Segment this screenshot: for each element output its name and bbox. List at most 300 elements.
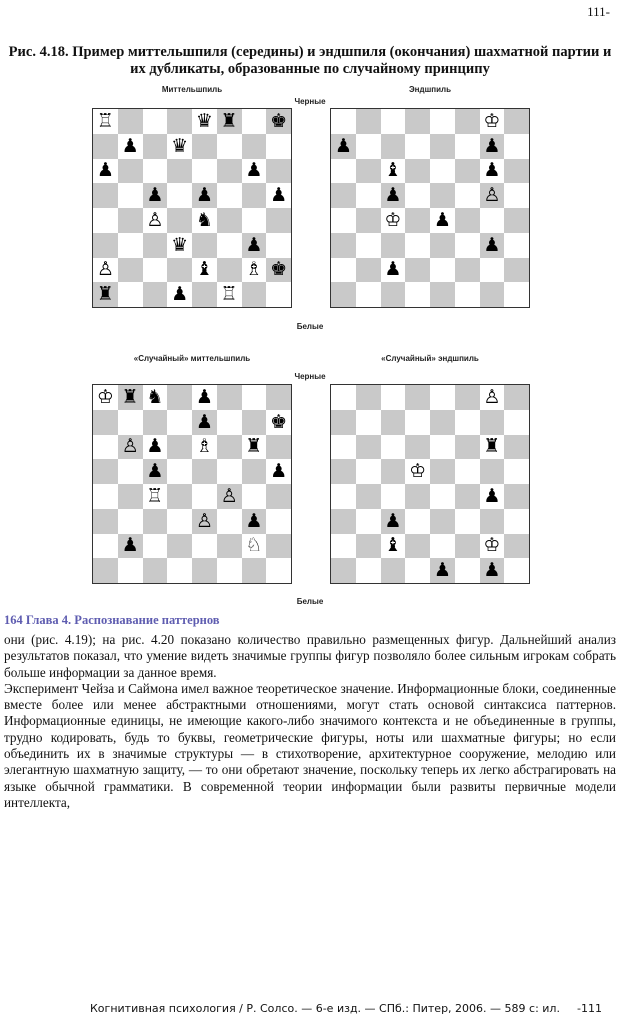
board-square [331, 159, 356, 184]
board-square [266, 459, 291, 484]
board-square [504, 534, 529, 559]
black-queen-icon: ♛ [195, 109, 213, 132]
board-square [266, 534, 291, 559]
board-square [93, 208, 118, 233]
board-square [93, 282, 118, 307]
board-square [381, 258, 406, 283]
board-square [381, 558, 406, 583]
board-square [455, 183, 480, 208]
board-square [381, 183, 406, 208]
board-square [143, 134, 168, 159]
board-square [381, 459, 406, 484]
board-square [480, 484, 505, 509]
board-square [192, 558, 217, 583]
board-square [242, 159, 267, 184]
board-square [118, 134, 143, 159]
board-square [331, 233, 356, 258]
black-pawn-icon: ♟ [195, 410, 213, 433]
board-square [118, 258, 143, 283]
board-square [242, 183, 267, 208]
white-king-icon: ♔ [96, 385, 114, 408]
board-square [118, 459, 143, 484]
board-square [480, 534, 505, 559]
label-black-top: Черные [294, 97, 326, 106]
paragraph: они (рис. 4.19); на рис. 4.20 показано количество правильно размещенных фигур. Дальнейший анализ результатов показал, что умение видеть значимые группы фигур позволяло более сильным игрокам собрать больше информации за данное время. [4, 632, 616, 680]
board-square [381, 534, 406, 559]
label-random-middlegame: «Случайный» миттельшпиль [133, 354, 251, 363]
board-square [381, 484, 406, 509]
black-pawn-icon: ♟ [121, 534, 139, 557]
board-square [242, 534, 267, 559]
board-square [266, 509, 291, 534]
board-square [331, 435, 356, 460]
board-square [242, 134, 267, 159]
board-square [356, 233, 381, 258]
board-square [430, 459, 455, 484]
board-square [266, 385, 291, 410]
board-square [118, 509, 143, 534]
board-square [480, 183, 505, 208]
board-square [504, 435, 529, 460]
board-square [167, 183, 192, 208]
label-white-top: Белые [296, 322, 324, 331]
board-square [192, 134, 217, 159]
board-square [504, 208, 529, 233]
black-queen-icon: ♛ [171, 233, 189, 256]
board-square [356, 183, 381, 208]
board-square [356, 558, 381, 583]
white-pawn-icon: ♙ [146, 208, 164, 231]
board-square [504, 459, 529, 484]
board-square [217, 385, 242, 410]
board-square [356, 435, 381, 460]
board-square [143, 435, 168, 460]
board-square [217, 435, 242, 460]
board-square [455, 258, 480, 283]
board-square [430, 410, 455, 435]
board-square [331, 459, 356, 484]
board-square [405, 134, 430, 159]
board-square [192, 183, 217, 208]
board-square [405, 509, 430, 534]
white-rook-icon: ♖ [96, 109, 114, 132]
board-square [266, 109, 291, 134]
board-square [143, 109, 168, 134]
board-square [331, 534, 356, 559]
board-square [93, 459, 118, 484]
board-square [381, 435, 406, 460]
white-king-icon: ♔ [483, 109, 501, 132]
board-square [167, 109, 192, 134]
board-square [455, 208, 480, 233]
black-pawn-icon: ♟ [121, 134, 139, 157]
board-square [242, 385, 267, 410]
board-square [118, 109, 143, 134]
board-square [242, 558, 267, 583]
board-square [455, 509, 480, 534]
paragraph: Эксперимент Чейза и Саймона имел важное теоретическое значение. Информационные блоки, соединенные вместе более или менее абстрактными отношениями, могут стать основой синтаксиса паттернов. Информационные единицы, не имеющие какого-либо значимого контекста и не объединенные в группы, трудно кодировать, будь то буквы, геометрические фигуры, ноты или шахматные фигуры; но если объединить их в значимые структуры — в стихотворение, архитектурное сооружение, мелодию или элегантную шахматную защиту, — то они обретают значение, поскольку теперь их легко абстрагировать на языке обычной грамматики. В современной теории информации были развиты первичные модели интеллекта, [4, 680, 616, 810]
board-square [480, 134, 505, 159]
board-square [167, 385, 192, 410]
board-square [167, 233, 192, 258]
board-square [480, 159, 505, 184]
board-square [93, 183, 118, 208]
board-square [242, 208, 267, 233]
board-square [356, 459, 381, 484]
board-square [118, 233, 143, 258]
black-king-icon: ♚ [270, 258, 288, 281]
board-square [405, 183, 430, 208]
board-square [356, 134, 381, 159]
board-square [381, 233, 406, 258]
board-square [93, 385, 118, 410]
board-square [331, 385, 356, 410]
board-square [118, 534, 143, 559]
board-square [217, 134, 242, 159]
board-square [405, 208, 430, 233]
board-square [118, 410, 143, 435]
black-knight-icon: ♞ [195, 208, 213, 231]
board-square [217, 208, 242, 233]
black-pawn-icon: ♟ [270, 184, 288, 207]
white-king-icon: ♔ [409, 460, 427, 483]
board-square [266, 484, 291, 509]
black-rook-icon: ♜ [96, 283, 114, 306]
body-text [4, 632, 616, 811]
board-square [266, 558, 291, 583]
board-square [356, 534, 381, 559]
board-square [217, 282, 242, 307]
board-square [405, 385, 430, 410]
board-square [93, 109, 118, 134]
label-middlegame: Миттельшпиль [161, 85, 223, 94]
board-square [356, 109, 381, 134]
black-pawn-icon: ♟ [483, 559, 501, 582]
chessboard-middlegame [92, 108, 292, 308]
board-square [405, 534, 430, 559]
black-king-icon: ♚ [270, 410, 288, 433]
board-square [167, 134, 192, 159]
board-square [480, 558, 505, 583]
black-pawn-icon: ♟ [384, 258, 402, 281]
board-square [455, 233, 480, 258]
board-square [455, 558, 480, 583]
board-square [480, 233, 505, 258]
board-square [504, 558, 529, 583]
white-king-icon: ♔ [384, 208, 402, 231]
label-endgame: Эндшпиль [408, 85, 452, 94]
board-square [242, 410, 267, 435]
board-square [192, 258, 217, 283]
board-square [192, 410, 217, 435]
board-square [405, 109, 430, 134]
black-pawn-icon: ♟ [384, 184, 402, 207]
board-square [480, 435, 505, 460]
board-square [217, 233, 242, 258]
board-square [93, 159, 118, 184]
board-square [93, 233, 118, 258]
board-square [192, 159, 217, 184]
board-square [167, 509, 192, 534]
board-square [430, 558, 455, 583]
board-square [405, 233, 430, 258]
figure-caption: Рис. 4.18. Пример миттельшпиля (середины) и эндшпиля (окончания) шахматной партии и их дубликаты, образованные по случайному принципу [8, 44, 612, 77]
board-square [430, 134, 455, 159]
board-square [381, 282, 406, 307]
white-bishop-icon: ♗ [195, 435, 213, 458]
board-square [192, 385, 217, 410]
board-square [143, 385, 168, 410]
board-square [356, 159, 381, 184]
board-square [455, 159, 480, 184]
board-square [455, 435, 480, 460]
board-square [430, 282, 455, 307]
board-square [405, 410, 430, 435]
board-square [356, 509, 381, 534]
board-square [480, 109, 505, 134]
board-square [356, 484, 381, 509]
board-square [143, 183, 168, 208]
board-square [143, 459, 168, 484]
board-square [504, 134, 529, 159]
black-pawn-icon: ♟ [171, 283, 189, 306]
board-square [217, 484, 242, 509]
board-square [242, 258, 267, 283]
board-square [381, 385, 406, 410]
white-bishop-icon: ♗ [245, 258, 263, 281]
white-pawn-icon: ♙ [483, 184, 501, 207]
footer-page-number: -111 [577, 1002, 602, 1015]
board-square [381, 410, 406, 435]
board-square [381, 109, 406, 134]
board-square [405, 258, 430, 283]
board-square [455, 134, 480, 159]
board-square [118, 159, 143, 184]
board-square [430, 509, 455, 534]
board-square [242, 484, 267, 509]
board-square [167, 410, 192, 435]
board-square [504, 282, 529, 307]
black-pawn-icon: ♟ [483, 484, 501, 507]
board-square [143, 558, 168, 583]
black-pawn-icon: ♟ [334, 134, 352, 157]
board-square [192, 109, 217, 134]
black-pawn-icon: ♟ [146, 460, 164, 483]
board-square [430, 183, 455, 208]
black-bishop-icon: ♝ [384, 159, 402, 182]
board-square [480, 282, 505, 307]
board-square [192, 208, 217, 233]
board-square [118, 484, 143, 509]
board-square [118, 385, 143, 410]
black-pawn-icon: ♟ [483, 134, 501, 157]
board-square [504, 484, 529, 509]
black-rook-icon: ♜ [245, 435, 263, 458]
board-square [143, 534, 168, 559]
board-square [167, 558, 192, 583]
board-square [167, 435, 192, 460]
board-square [356, 282, 381, 307]
board-square [143, 484, 168, 509]
board-square [480, 509, 505, 534]
white-knight-icon: ♘ [245, 534, 263, 557]
board-square [331, 509, 356, 534]
board-square [242, 509, 267, 534]
board-square [455, 282, 480, 307]
board-square [93, 509, 118, 534]
white-pawn-icon: ♙ [483, 385, 501, 408]
board-square [331, 134, 356, 159]
board-square [167, 282, 192, 307]
board-square [167, 459, 192, 484]
black-bishop-icon: ♝ [384, 534, 402, 557]
white-pawn-icon: ♙ [220, 484, 238, 507]
board-square [504, 258, 529, 283]
chessboard-endgame [330, 108, 530, 308]
board-square [405, 282, 430, 307]
board-square [430, 233, 455, 258]
chessboard-random-middlegame [92, 384, 292, 584]
board-square [430, 159, 455, 184]
board-square [217, 534, 242, 559]
board-square [455, 410, 480, 435]
board-square [192, 435, 217, 460]
board-square [266, 159, 291, 184]
black-bishop-icon: ♝ [195, 258, 213, 281]
chessboard-random-endgame [330, 384, 530, 584]
board-square [430, 435, 455, 460]
label-black-bottom: Черные [294, 372, 326, 381]
white-king-icon: ♔ [483, 534, 501, 557]
board-square [192, 233, 217, 258]
board-square [504, 410, 529, 435]
board-square [217, 558, 242, 583]
board-square [93, 534, 118, 559]
board-square [217, 109, 242, 134]
board-square [504, 385, 529, 410]
board-square [331, 258, 356, 283]
white-pawn-icon: ♙ [121, 435, 139, 458]
board-square [192, 282, 217, 307]
board-square [167, 484, 192, 509]
board-square [504, 109, 529, 134]
board-square [430, 109, 455, 134]
board-square [192, 509, 217, 534]
board-square [167, 208, 192, 233]
board-square [504, 509, 529, 534]
board-square [266, 208, 291, 233]
board-square [266, 435, 291, 460]
board-square [455, 459, 480, 484]
board-square [118, 435, 143, 460]
chapter-heading: 164 Глава 4. Распознавание паттернов [4, 613, 220, 627]
black-pawn-icon: ♟ [433, 559, 451, 582]
board-square [242, 109, 267, 134]
board-square [331, 109, 356, 134]
board-square [266, 134, 291, 159]
board-square [331, 410, 356, 435]
black-knight-icon: ♞ [146, 385, 164, 408]
board-square [331, 484, 356, 509]
board-square [143, 233, 168, 258]
board-square [405, 435, 430, 460]
board-square [266, 410, 291, 435]
board-square [430, 385, 455, 410]
black-pawn-icon: ♟ [384, 509, 402, 532]
black-rook-icon: ♜ [220, 109, 238, 132]
black-pawn-icon: ♟ [245, 509, 263, 532]
board-square [480, 459, 505, 484]
black-queen-icon: ♛ [171, 134, 189, 157]
board-square [455, 109, 480, 134]
board-square [331, 183, 356, 208]
board-square [118, 282, 143, 307]
board-square [167, 534, 192, 559]
white-rook-icon: ♖ [146, 484, 164, 507]
board-square [430, 484, 455, 509]
board-square [93, 134, 118, 159]
white-pawn-icon: ♙ [195, 509, 213, 532]
black-pawn-icon: ♟ [245, 159, 263, 182]
board-square [266, 282, 291, 307]
board-square [455, 534, 480, 559]
board-square [192, 459, 217, 484]
board-square [430, 534, 455, 559]
board-square [242, 233, 267, 258]
board-square [217, 459, 242, 484]
board-square [118, 183, 143, 208]
black-pawn-icon: ♟ [146, 184, 164, 207]
board-square [192, 484, 217, 509]
board-square [93, 410, 118, 435]
board-square [143, 509, 168, 534]
black-pawn-icon: ♟ [270, 460, 288, 483]
label-white-bottom: Белые [296, 597, 324, 606]
label-random-endgame: «Случайный» эндшпиль [381, 354, 479, 363]
board-square [405, 558, 430, 583]
board-square [266, 183, 291, 208]
board-square [455, 385, 480, 410]
board-square [480, 258, 505, 283]
board-square [93, 435, 118, 460]
black-pawn-icon: ♟ [483, 233, 501, 256]
board-square [217, 183, 242, 208]
board-square [143, 410, 168, 435]
board-square [192, 534, 217, 559]
page-number-top: 111- [587, 4, 610, 19]
board-square [356, 258, 381, 283]
board-square [242, 459, 267, 484]
board-square [217, 258, 242, 283]
board-square [217, 159, 242, 184]
board-square [93, 258, 118, 283]
board-square [430, 208, 455, 233]
black-pawn-icon: ♟ [195, 184, 213, 207]
black-pawn-icon: ♟ [146, 435, 164, 458]
board-square [455, 484, 480, 509]
board-square [405, 484, 430, 509]
board-square [331, 282, 356, 307]
black-pawn-icon: ♟ [483, 159, 501, 182]
black-rook-icon: ♜ [483, 435, 501, 458]
board-square [93, 484, 118, 509]
board-square [143, 282, 168, 307]
black-pawn-icon: ♟ [433, 208, 451, 231]
black-pawn-icon: ♟ [245, 233, 263, 256]
board-square [143, 258, 168, 283]
board-square [331, 558, 356, 583]
board-square [242, 435, 267, 460]
